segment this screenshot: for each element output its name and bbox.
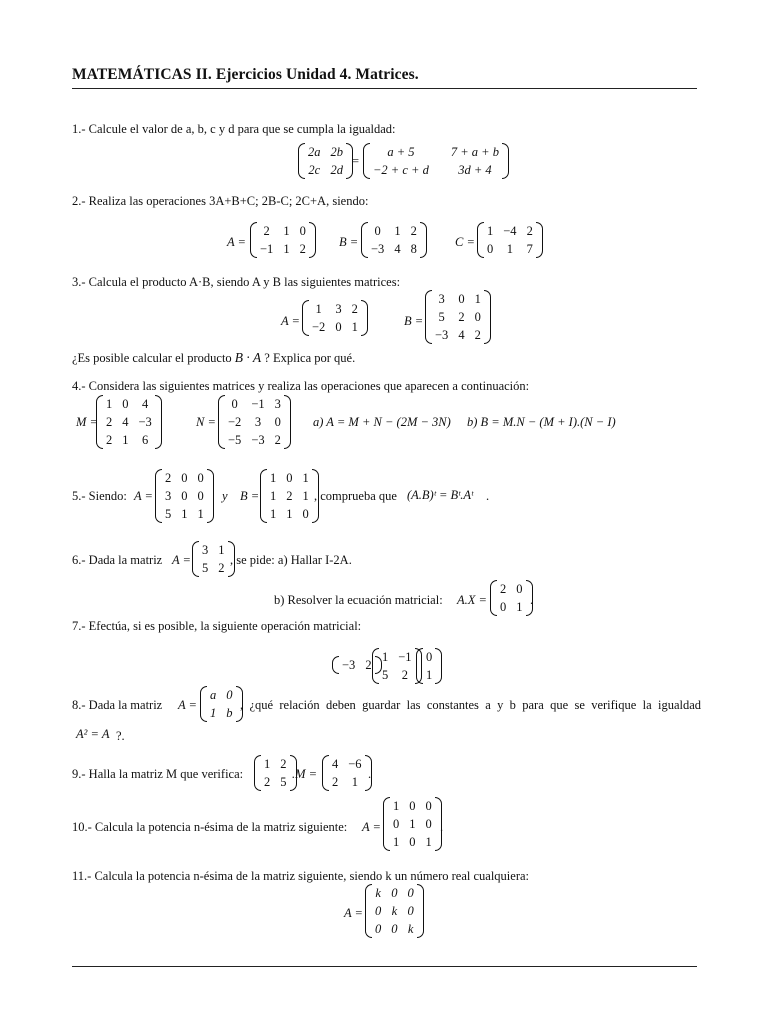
exercise-5-b-label: B = (240, 489, 260, 503)
exercise-3-text: 3.- Calcula el producto A·B, siendo A y B las siguientes matrices: (72, 275, 401, 289)
matrix-cell: −5 (228, 433, 242, 447)
exercise-5-a-label: A = (134, 489, 153, 503)
matrix-cell: 7 + a + b (450, 145, 499, 159)
exercise-1-equals: = (352, 154, 360, 168)
exercise-4-operation-b: b) B = M.N − (M + I).(N − I) (467, 415, 616, 429)
exercise-3-a-label: A = (281, 314, 300, 328)
matrix-cell: 1 (122, 433, 129, 447)
matrix-cell: 1 (351, 320, 358, 334)
matrix-right-bracket (417, 884, 424, 938)
matrix-cell: 0 (409, 835, 416, 849)
matrix-cell: −1 (398, 650, 412, 664)
matrix-cell: 0 (407, 904, 414, 918)
exercise-11-text: 11.- Calcula la potencia n-ésima de la matriz siguiente, siendo k un número real cualquiera: (72, 869, 530, 883)
matrix-cell: 6 (142, 433, 149, 447)
matrix-cell: 4 (394, 242, 401, 256)
exercise-3-question: ¿Es posible calcular el producto B · A ? Explica por qué. (72, 350, 356, 365)
exercise-9-left-matrix (254, 755, 297, 791)
matrix-cell: 1 (264, 757, 271, 771)
matrix-cell: 0 (286, 471, 293, 485)
matrix-cell: 1 (382, 650, 389, 664)
matrix-cell: 2 (410, 224, 417, 238)
matrix-cell: 0 (407, 886, 414, 900)
exercise-3-b-label: B = (404, 314, 424, 328)
exercise-5-text: 5.- Siendo: (72, 489, 127, 503)
matrix-cell: 1 (181, 507, 188, 521)
matrix-cell: 3 (254, 415, 262, 429)
matrix-cell: 0 (375, 922, 382, 936)
exercise-10-end: . (440, 820, 444, 834)
header-rule (72, 88, 697, 89)
matrix-cell: 1 (516, 600, 523, 614)
matrix-cell: 2c (308, 163, 321, 177)
exercise-6-tail: , se pide: a) Hallar I-2A. (230, 553, 352, 567)
exercise-2-c-label: C = (455, 235, 475, 249)
matrix-cell: 0 (299, 224, 306, 238)
matrix-cell: 1 (393, 835, 400, 849)
matrix-right-bracket (309, 222, 316, 258)
exercise-5-end: . (486, 489, 490, 503)
matrix-cell: 1 (425, 835, 432, 849)
matrix-left-bracket (425, 290, 432, 344)
matrix-cell: 1 (506, 242, 514, 256)
footer-rule (72, 966, 697, 967)
matrix-left-bracket (490, 580, 497, 616)
exercise-6-a-label: A = (172, 553, 191, 567)
exercise-5-matrix-a (155, 469, 214, 523)
matrix-cell: k (407, 922, 414, 936)
matrix-cell: 2 (299, 242, 306, 256)
exercise-4-text: 4.- Considera las siguientes matrices y realiza las operaciones que aparecen a continuación: (72, 379, 530, 393)
page-title: MATEMÁTICAS II. Ejercicios Unidad 4. Matrices. (72, 66, 419, 83)
matrix-left-bracket (322, 755, 329, 791)
exercise-7-text: 7.- Efectúa, si es posible, la siguiente operación matricial: (72, 619, 362, 633)
matrix-cell: 0 (181, 471, 188, 485)
matrix-right-bracket (284, 395, 291, 449)
matrix-cell: a (210, 688, 217, 702)
matrix-cell: 5 (382, 668, 389, 682)
matrix-cell: 2 (106, 433, 113, 447)
exercise-1-text: 1.- Calcule el valor de a, b, c y d para que se cumpla la igualdad: (72, 122, 396, 136)
exercise-6-b-matrix (490, 580, 533, 616)
exercise-3-matrix-a (302, 300, 368, 336)
matrix-cell: 0 (335, 320, 342, 334)
exercise-4-m-label: M = (76, 415, 98, 429)
exercise-8-text: 8.- Dada la matriz (72, 698, 163, 712)
matrix-cell: 0 (393, 817, 400, 831)
exercise-5-y: y (222, 489, 228, 503)
matrix-cell: 4 (142, 397, 149, 411)
matrix-left-bracket (372, 648, 379, 684)
exercise-2-a-label: A = (227, 235, 246, 249)
matrix-cell: 0 (374, 224, 381, 238)
matrix-left-bracket (200, 686, 207, 722)
matrix-cell: a + 5 (387, 145, 415, 159)
exercise-2-text: 2.- Realiza las operaciones 3A+B+C; 2B-C; 2C+A, siendo: (72, 194, 369, 208)
matrix-cell: 5 (438, 310, 445, 324)
matrix-cell: −2 (228, 415, 242, 429)
matrix-cell: 2 (500, 582, 507, 596)
matrix-cell: 1 (474, 292, 481, 306)
matrix-cell: 2b (330, 145, 343, 159)
matrix-cell: b (226, 706, 233, 720)
matrix-left-bracket (365, 884, 372, 938)
matrix-left-bracket (96, 395, 103, 449)
exercise-10-text: 10.- Calcula la potencia n-ésima de la matriz siguiente: (72, 820, 348, 834)
matrix-cell: 2 (365, 658, 372, 672)
exercise-2-matrix-a (250, 222, 316, 258)
exercise-3-matrix-b (425, 290, 491, 344)
matrix-cell: 4 (122, 415, 129, 429)
matrix-cell: 8 (410, 242, 417, 256)
matrix-cell: −3 (342, 658, 356, 672)
matrix-cell: 3 (335, 302, 342, 316)
matrix-cell: 2 (332, 775, 339, 789)
matrix-cell: 3 (165, 489, 172, 503)
exercise-7-square-matrix (372, 648, 422, 684)
matrix-cell: 2 (458, 310, 465, 324)
matrix-cell: 1 (286, 507, 293, 521)
exercise-9-right-matrix (322, 755, 372, 791)
matrix-left-bracket (260, 469, 267, 523)
matrix-cell: 0 (391, 886, 398, 900)
exercise-2-matrix-b (361, 222, 427, 258)
exercise-4-operation-a: a) A = M + N − (2M − 3N) (313, 415, 451, 429)
exercise-8-equation-end: ?. (116, 729, 125, 743)
matrix-cell: 1 (315, 302, 322, 316)
exercise-5-matrix-b (260, 469, 319, 523)
matrix-cell: 4 (458, 328, 465, 342)
exercise-9-text: 9.- Halla la matriz M que verifica: (72, 767, 244, 781)
matrix-cell: 0 (122, 397, 129, 411)
matrix-left-bracket (250, 222, 257, 258)
matrix-cell: 0 (226, 688, 233, 702)
exercise-8-equation: A² = A (76, 727, 110, 741)
exercise-6-text: 6.- Dada la matriz (72, 553, 163, 567)
matrix-cell: 0 (474, 310, 481, 324)
matrix-cell: 1 (487, 224, 494, 238)
exercise-11-matrix-a (365, 884, 424, 938)
matrix-cell: 2 (474, 328, 481, 342)
matrix-left-bracket (155, 469, 162, 523)
matrix-cell: 0 (516, 582, 523, 596)
exercise-9-end: . (368, 767, 372, 781)
matrix-cell: −3 (371, 242, 385, 256)
matrix-cell: −6 (348, 757, 362, 771)
matrix-cell: 7 (526, 242, 533, 256)
exercise-4-matrix-m (96, 395, 162, 449)
exercise-8-matrix-a (200, 686, 243, 722)
exercise-2-b-label: B = (339, 235, 359, 249)
matrix-left-bracket (477, 222, 484, 258)
matrix-cell: 0 (375, 904, 382, 918)
matrix-cell: 2a (308, 145, 321, 159)
matrix-left-bracket (416, 648, 423, 684)
exercise-1-rhs-matrix (363, 143, 509, 179)
exercise-5-identity: (A.B)ᵗ = Bᵗ.Aᵗ (407, 488, 474, 502)
matrix-cell: 1 (283, 242, 290, 256)
matrix-cell: −3 (138, 415, 152, 429)
matrix-cell: 1 (270, 489, 277, 503)
matrix-cell: 0 (197, 489, 204, 503)
matrix-cell: 5 (202, 561, 209, 575)
matrix-cell: 1 (351, 775, 359, 789)
exercise-2-matrix-c (477, 222, 543, 258)
matrix-cell: −1 (260, 242, 274, 256)
matrix-cell: −3 (435, 328, 449, 342)
exercise-9-mid: .M = (292, 767, 318, 781)
matrix-right-bracket (361, 300, 368, 336)
matrix-cell: 2 (165, 471, 172, 485)
matrix-cell: 1 (426, 668, 433, 682)
matrix-left-bracket (363, 143, 370, 179)
matrix-cell: 2 (401, 668, 409, 682)
matrix-cell: 1 (393, 799, 400, 813)
matrix-cell: 0 (425, 817, 432, 831)
matrix-cell: −4 (503, 224, 517, 238)
matrix-cell: 2d (330, 163, 343, 177)
matrix-cell: 5 (280, 775, 287, 789)
matrix-cell: 0 (302, 507, 309, 521)
matrix-cell: 0 (231, 397, 238, 411)
matrix-cell: 0 (197, 471, 204, 485)
matrix-cell: 0 (426, 650, 433, 664)
matrix-cell: 1 (210, 706, 217, 720)
matrix-cell: 1 (409, 817, 416, 831)
exercise-6-b-end: . (530, 593, 534, 607)
matrix-cell: 1 (218, 543, 225, 557)
matrix-cell: 3 (438, 292, 445, 306)
matrix-cell: 1 (302, 471, 309, 485)
matrix-cell: 4 (332, 757, 339, 771)
matrix-cell: 1 (283, 224, 290, 238)
matrix-cell: 0 (409, 799, 416, 813)
matrix-cell: 1 (302, 489, 309, 503)
matrix-cell: k (375, 886, 381, 900)
matrix-cell: −2 + c + d (373, 163, 429, 177)
exercise-4-n-label: N = (196, 415, 216, 429)
matrix-cell: 1 (106, 397, 113, 411)
matrix-right-bracket (420, 222, 427, 258)
exercise-8-a-label: A = (178, 698, 197, 712)
matrix-cell: −3 (251, 433, 265, 447)
matrix-cell: 0 (391, 922, 398, 936)
matrix-left-bracket (332, 656, 339, 674)
matrix-right-bracket (536, 222, 543, 258)
exercise-6-matrix-a (192, 541, 235, 577)
matrix-right-bracket (435, 648, 442, 684)
matrix-cell: 3d + 4 (458, 163, 492, 177)
matrix-cell: 3 (202, 543, 209, 557)
matrix-cell: −1 (251, 397, 265, 411)
matrix-cell: 1 (270, 507, 277, 521)
matrix-cell: 1 (197, 507, 204, 521)
matrix-left-bracket (218, 395, 225, 449)
matrix-cell: 5 (165, 507, 172, 521)
matrix-cell: 2 (280, 757, 287, 771)
matrix-cell: 2 (263, 224, 270, 238)
matrix-cell: 0 (181, 489, 188, 503)
matrix-cell: 1 (270, 471, 277, 485)
exercise-6-b-text: b) Resolver la ecuación matricial: (274, 593, 443, 607)
matrix-left-bracket (361, 222, 368, 258)
matrix-cell: 0 (458, 292, 465, 306)
exercise-8-tail: , ¿qué relación deben guardar las constantes a y b para que se verifique la igualdad (240, 698, 702, 712)
matrix-cell: 2 (526, 224, 533, 238)
matrix-cell: 2 (264, 775, 271, 789)
matrix-left-bracket (192, 541, 199, 577)
matrix-left-bracket (254, 755, 261, 791)
matrix-right-bracket (502, 143, 509, 179)
exercise-7-column-matrix (416, 648, 442, 684)
matrix-cell: 0 (425, 799, 432, 813)
matrix-cell: 2 (286, 489, 293, 503)
matrix-left-bracket (302, 300, 309, 336)
matrix-cell: 0 (500, 600, 507, 614)
exercise-11-a-label: A = (344, 906, 363, 920)
exercise-10-a-label: A = (362, 820, 381, 834)
matrix-right-bracket (155, 395, 162, 449)
matrix-cell: 0 (274, 415, 281, 429)
matrix-cell: −2 (312, 320, 326, 334)
matrix-right-bracket (484, 290, 491, 344)
exercise-1-lhs-matrix (298, 143, 353, 179)
exercise-6-b-label: A.X = (457, 593, 487, 607)
matrix-cell: 1 (394, 224, 401, 238)
matrix-cell: k (391, 904, 398, 918)
matrix-cell: 0 (487, 242, 494, 256)
matrix-cell: 3 (274, 397, 281, 411)
exercise-4-matrix-n (218, 395, 291, 449)
exercise-5-tail: , comprueba que (314, 489, 397, 503)
matrix-cell: 2 (351, 302, 358, 316)
matrix-cell: 2 (274, 433, 281, 447)
matrix-left-bracket (298, 143, 305, 179)
exercise-10-matrix-a (383, 797, 442, 851)
matrix-left-bracket (383, 797, 390, 851)
matrix-right-bracket (207, 469, 214, 523)
matrix-cell: 2 (218, 561, 225, 575)
matrix-cell: 2 (106, 415, 113, 429)
